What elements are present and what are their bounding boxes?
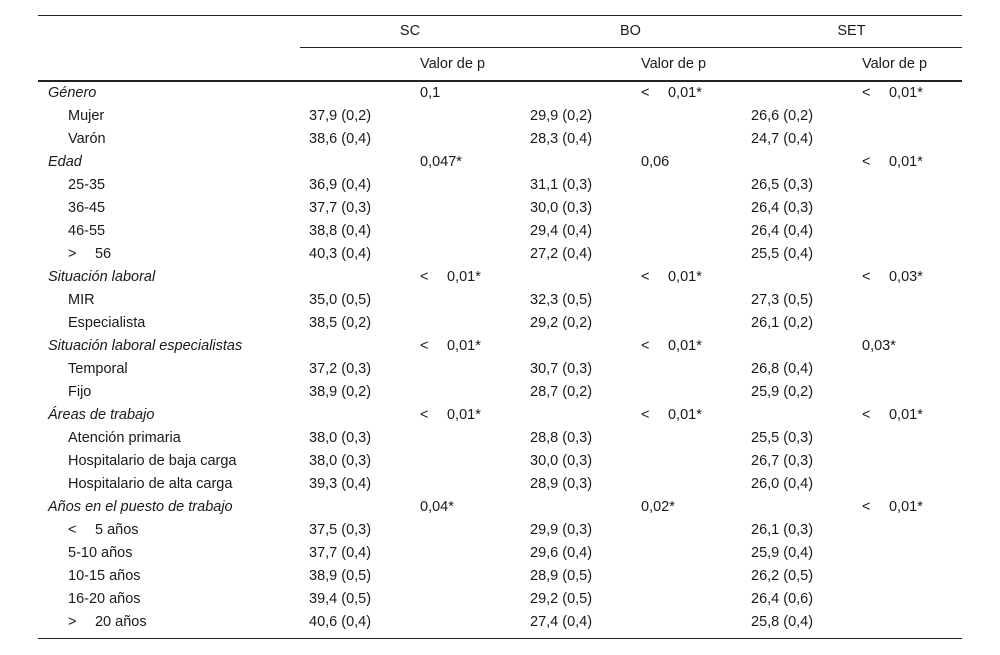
table-cell: 29,2 (0,5) [530,591,593,607]
row-label: Hospitalario de alta carga [68,476,233,492]
table-cell: 30,0 (0,3) [530,453,593,469]
section-label: Años en el puesto de trabajo [48,499,233,515]
p-value: < 0,03* [862,269,923,285]
group-header-sc: SC [399,23,421,39]
p-value: 0,047* [420,154,462,170]
p-value: < 0,01* [641,85,702,101]
pvalue-header-sc: Valor de p [420,56,486,72]
table-cell: 30,7 (0,3) [530,361,593,377]
p-value: < 0,01* [641,338,702,354]
table-cell: 26,0 (0,4) [751,476,814,492]
p-value: 0,04* [420,499,454,515]
p-value: < 0,01* [420,407,481,423]
table-cell: 26,8 (0,4) [751,361,814,377]
section-label: Situación laboral [48,269,156,285]
section-label: Áreas de trabajo [48,407,155,423]
p-value: 0,06 [641,154,670,170]
table-cell: 27,2 (0,4) [530,246,593,262]
table-cell: 25,9 (0,4) [751,545,814,561]
table-cell: 28,8 (0,3) [530,430,593,446]
row-label: Temporal [68,361,128,377]
p-value: < 0,01* [641,269,702,285]
table-cell: 26,4 (0,6) [751,591,814,607]
p-value: < 0,01* [420,338,481,354]
top-rule [38,15,962,16]
row-label: 16-20 años [68,591,141,607]
table-cell: 25,8 (0,4) [751,614,814,630]
p-value: < 0,01* [862,407,923,423]
table-cell: 29,4 (0,4) [530,223,593,239]
p-value: 0,03* [862,338,896,354]
p-value: < 0,01* [862,499,923,515]
table-cell: 28,9 (0,5) [530,568,593,584]
table-cell: 38,9 (0,2) [309,384,372,400]
table-cell: 28,9 (0,3) [530,476,593,492]
table-cell: 32,3 (0,5) [530,292,593,308]
table-cell: 40,3 (0,4) [309,246,372,262]
table-cell: 37,9 (0,2) [309,108,372,124]
table-cell: 26,2 (0,5) [751,568,814,584]
table-cell: 26,5 (0,3) [751,177,814,193]
p-value: < 0,01* [862,154,923,170]
table-cell: 27,3 (0,5) [751,292,814,308]
pvalue-header-set: Valor de p [862,56,928,72]
row-label: 36-45 [68,200,106,216]
row-label: 5-10 años [68,545,133,561]
group-header-set: SET [837,23,866,39]
table-cell: 26,4 (0,4) [751,223,814,239]
table-cell: 25,5 (0,4) [751,246,814,262]
header-rule [38,80,962,82]
table-cell: 27,4 (0,4) [530,614,593,630]
table-cell: 38,0 (0,3) [309,430,372,446]
row-label: > 20 años [68,614,147,630]
table-cell: 38,8 (0,4) [309,223,372,239]
row-label: Fijo [68,384,92,400]
row-label: MIR [68,292,95,308]
table-cell: 30,0 (0,3) [530,200,593,216]
section-label: Género [48,85,97,101]
row-label: 10-15 años [68,568,141,584]
p-value: 0,02* [641,499,675,515]
table-cell: 26,6 (0,2) [751,108,814,124]
table-cell: 37,5 (0,3) [309,522,372,538]
table-cell: 38,6 (0,4) [309,131,372,147]
group-header-bo: BO [620,23,641,39]
p-value: < 0,01* [641,407,702,423]
row-label: > 56 [68,246,112,262]
table-cell: 37,2 (0,3) [309,361,372,377]
row-label: < 5 años [68,522,139,538]
p-value: < 0,01* [862,85,923,101]
bottom-rule [38,638,962,639]
row-label: Varón [68,131,106,147]
table-cell: 39,3 (0,4) [309,476,372,492]
table-cell: 37,7 (0,3) [309,200,372,216]
table-cell: 26,7 (0,3) [751,453,814,469]
table-cell: 38,9 (0,5) [309,568,372,584]
table-cell: 28,7 (0,2) [530,384,593,400]
table-cell: 37,7 (0,4) [309,545,372,561]
section-label: Situación laboral especialistas [48,338,243,354]
row-label: Hospitalario de baja carga [68,453,237,469]
group-rule [300,47,962,48]
table-cell: 25,9 (0,2) [751,384,814,400]
table-cell: 24,7 (0,4) [751,131,814,147]
row-label: Especialista [68,315,146,331]
table-cell: 29,9 (0,3) [530,522,593,538]
row-label: 25-35 [68,177,106,193]
table-cell: 40,6 (0,4) [309,614,372,630]
table-cell: 28,3 (0,4) [530,131,593,147]
table-cell: 26,1 (0,3) [751,522,814,538]
table-cell: 25,5 (0,3) [751,430,814,446]
p-value: 0,1 [420,85,441,101]
table-cell: 29,9 (0,2) [530,108,593,124]
table-cell: 29,2 (0,2) [530,315,593,331]
row-label: 46-55 [68,223,106,239]
p-value: < 0,01* [420,269,481,285]
table-cell: 38,0 (0,3) [309,453,372,469]
table-cell: 39,4 (0,5) [309,591,372,607]
table-cell: 31,1 (0,3) [530,177,593,193]
table-cell: 38,5 (0,2) [309,315,372,331]
row-label: Atención primaria [68,430,181,446]
pvalue-header-bo: Valor de p [641,56,707,72]
row-label: Mujer [68,108,105,124]
table-cell: 35,0 (0,5) [309,292,372,308]
table-cell: 26,4 (0,3) [751,200,814,216]
table-cell: 36,9 (0,4) [309,177,372,193]
section-label: Edad [48,154,82,170]
table-cell: 29,6 (0,4) [530,545,593,561]
table-cell: 26,1 (0,2) [751,315,814,331]
